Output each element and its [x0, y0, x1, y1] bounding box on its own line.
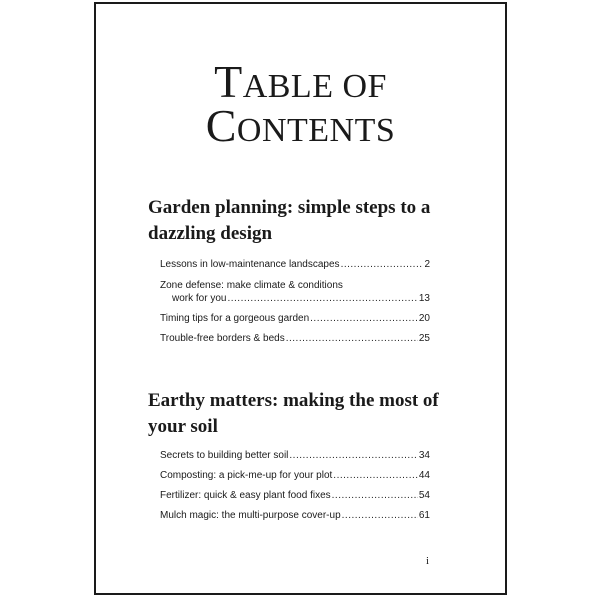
toc-entry-title: Mulch magic: the multi-purpose cover-up	[160, 510, 341, 521]
dot-leader	[310, 313, 418, 325]
dot-leader	[342, 510, 418, 522]
page-title-line-2	[96, 100, 505, 151]
dot-leader	[332, 490, 418, 502]
toc-entry-page-number: 20	[418, 313, 430, 324]
title-line-2-rest: ONTENTS	[236, 112, 396, 149]
title-drop-letter-c: C	[205, 100, 237, 151]
toc-entry-page-number: 61	[418, 510, 430, 521]
toc-entry-page-number: 54	[418, 490, 430, 501]
toc-list-garden-planning	[160, 259, 430, 353]
toc-entry-title: Composting: a pick-me-up for your plot	[160, 470, 333, 481]
dot-leader	[227, 292, 417, 305]
toc-entry[interactable]	[160, 490, 430, 502]
toc-entry[interactable]	[160, 450, 430, 462]
section-heading-garden-planning: Garden planning: simple steps to a dazzling design	[148, 197, 431, 244]
toc-entry-page-number: 34	[418, 450, 430, 461]
book-page	[94, 2, 507, 595]
toc-entry[interactable]	[160, 333, 430, 345]
toc-list-earthy-matters	[160, 450, 430, 530]
dot-leader	[341, 259, 424, 271]
toc-entry-page-number: 25	[418, 333, 430, 344]
toc-entry-title: Trouble-free borders & beds	[160, 333, 285, 344]
toc-entry-page-number: 44	[418, 470, 430, 481]
toc-entry[interactable]	[160, 313, 430, 325]
toc-entry-title: Zone defense: make climate & conditions	[160, 280, 343, 291]
dot-leader	[333, 470, 418, 482]
toc-entry[interactable]	[160, 510, 430, 522]
toc-entry-page-number: 2	[424, 259, 430, 270]
toc-entry[interactable]	[160, 470, 430, 482]
toc-entry-title: Secrets to building better soil	[160, 450, 289, 461]
toc-entry[interactable]	[160, 259, 430, 271]
dot-leader	[289, 450, 417, 462]
toc-entry-title: Lessons in low-maintenance landscapes	[160, 259, 340, 270]
toc-entry-title: Timing tips for a gorgeous garden	[160, 313, 310, 324]
toc-entry-page-number: 13	[418, 293, 430, 304]
title-drop-letter-t: T	[214, 56, 243, 107]
section-heading-earthy-matters: Earthy matters: making the most of your soil	[148, 390, 439, 437]
dot-leader	[286, 333, 418, 345]
toc-entry[interactable]	[160, 279, 430, 305]
toc-entry-title: Fertilizer: quick & easy plant food fixes	[160, 490, 331, 501]
title-line-1-rest: ABLE OF	[242, 68, 387, 105]
toc-entry-title-continued: work for you	[172, 293, 227, 304]
page-folio-number: i	[426, 555, 430, 567]
page-title-line-1	[96, 56, 505, 107]
